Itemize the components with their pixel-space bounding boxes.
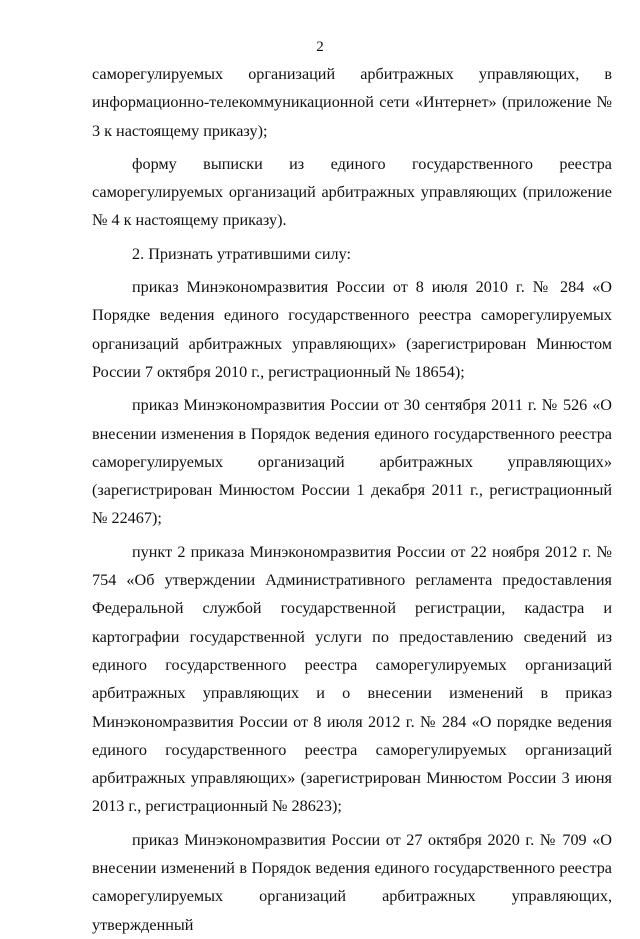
paragraph-repeal-heading: 2. Признать утратившими силу:	[132, 244, 351, 263]
page-number: 2	[316, 39, 324, 55]
paragraph-order-526: приказ Минэкономразвития России от 30 сентября 2011 г. № 526 «О внесении изменения в Порядок ведения единого государственного реестра саморегулируемых организаций арбитражных управляющих» (зарегистрирован Минюстом России 1 декабря 2011 г., регистрационный № 22467);	[92, 396, 612, 528]
paragraph-order-709: приказ Минэкономразвития России от 27 октября 2020 г. № 709 «О внесении изменений в Порядок ведения единого государственного реестра саморегулируемых организаций арбитражных управляющих, утвержденный	[92, 830, 612, 934]
paragraph-order-754: пункт 2 приказа Минэкономразвития России от 22 ноября 2012 г. № 754 «Об утверждении Административного регламента предоставления Федеральной службой государственной регистрации, кадастра и картографии государственной услуги по предоставлению сведений из единого государственного реестра саморегулируемых организаций арбитражных управляющих и о внесении изменений в приказ Минэкономразвития России от 8 июля 2012 г. № 284 «О порядке ведения единого государственного реестра саморегулируемых организаций арбитражных управляющих» (зарегистрирован Минюстом России 3 июня 2013 г., регистрационный № 28623);	[92, 542, 612, 816]
paragraph-continuation: саморегулируемых организаций арбитражных управляющих, в информационно-телекоммуникационной сети «Интернет» (приложение № 3 к настоящему приказу);	[92, 65, 612, 140]
document-body	[92, 60, 612, 939]
paragraph-extract-form: форму выписки из единого государственного реестра саморегулируемых организаций арбитражных управляющих (приложение № 4 к настоящему приказу).	[92, 154, 612, 230]
paragraph-order-284: приказ Минэкономразвития России от 8 июля 2010 г. № 284 «О Порядке ведения единого государственного реестра саморегулируемых организаций арбитражных управляющих» (зарегистрирован Минюстом России 7 октября 2010 г., регистрационный № 18654);	[92, 278, 612, 381]
